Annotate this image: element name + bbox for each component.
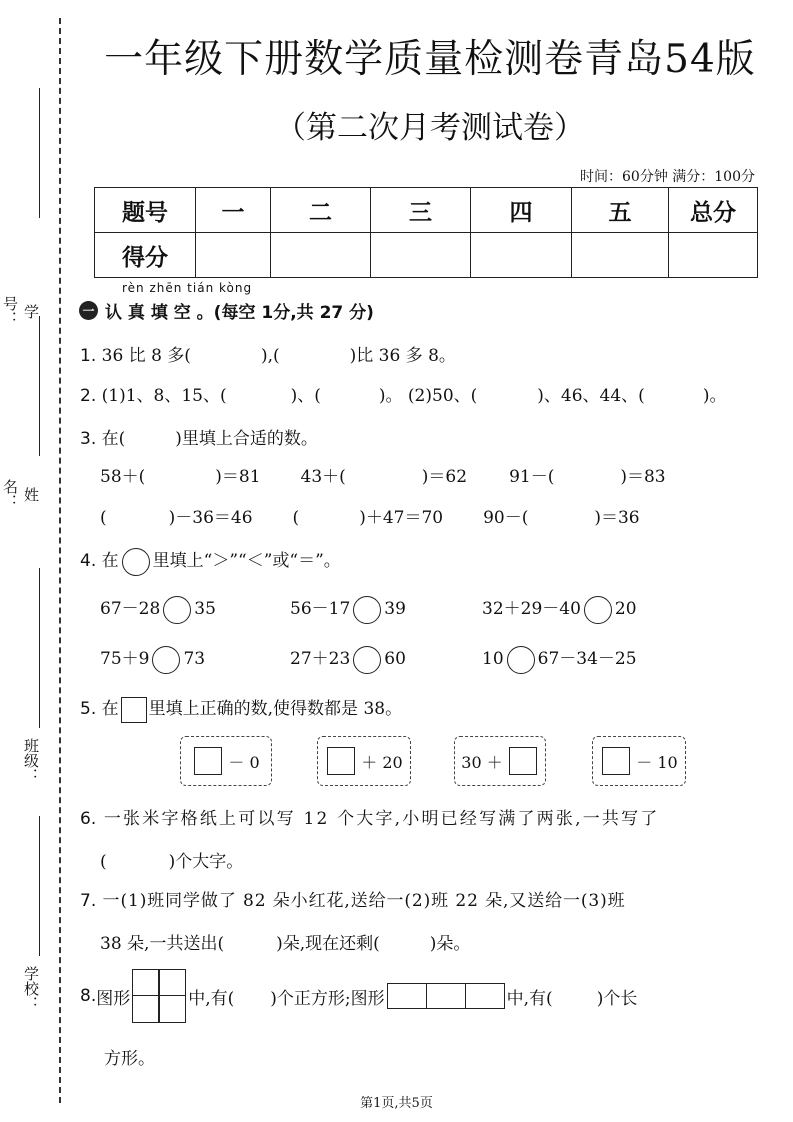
- student-name-field[interactable]: [1, 316, 54, 516]
- comparison-left: 67－28: [100, 599, 161, 619]
- school-label: 学校：: [22, 966, 40, 1011]
- score-cell[interactable]: [471, 233, 572, 278]
- page-footer: 第1页,共5页: [360, 1096, 433, 1111]
- equation-text: 91－(: [509, 467, 555, 487]
- equation-text: (: [292, 508, 300, 528]
- time-info: 时间：60分钟 满分：100分: [580, 169, 755, 185]
- question-7: [80, 886, 626, 911]
- student-id-field[interactable]: [1, 88, 54, 326]
- question-8-line-2: 方形。: [104, 1049, 155, 1069]
- comparison-right: 20: [614, 599, 637, 619]
- expression-text: ＋ 20: [361, 752, 403, 772]
- student-id-line[interactable]: [39, 88, 40, 218]
- question-7-line-2: [100, 929, 470, 954]
- question-number: 3.: [80, 429, 97, 449]
- answer-square[interactable]: [327, 747, 355, 775]
- score-table-score-row: [95, 233, 758, 278]
- equation-text: )＝36: [594, 508, 640, 528]
- square-grid-figure-icon: [132, 969, 186, 1023]
- question-text: )。: [702, 386, 727, 406]
- expression-box: [454, 736, 546, 786]
- expression-text: － 10: [636, 752, 678, 772]
- equation-text: 43＋(: [300, 467, 346, 487]
- score-cell[interactable]: [271, 233, 371, 278]
- compare-circle[interactable]: [353, 596, 381, 624]
- comparison-right: 60: [384, 649, 406, 669]
- question-text: 36 比 8 多(: [101, 346, 191, 366]
- question-text: 在(: [101, 429, 126, 449]
- compare-circle[interactable]: [353, 646, 381, 674]
- question-text: 里填上“＞”“＜”或“＝”。: [152, 551, 341, 571]
- question-number: 6.: [80, 809, 97, 829]
- question-number: 5.: [80, 699, 97, 719]
- score-header-cell: 三: [371, 188, 471, 233]
- question-text: 中,有(: [188, 988, 235, 1009]
- score-header-cell: 题号: [95, 188, 196, 233]
- school-field[interactable]: [4, 816, 54, 1056]
- question-2: [80, 381, 726, 406]
- equation-text: )＋47＝70: [359, 508, 444, 528]
- question-text: )朵,现在还剩(: [276, 934, 380, 954]
- compare-circle[interactable]: [507, 646, 535, 674]
- question-6-line-2: [100, 847, 243, 872]
- question-text: 图形: [96, 988, 131, 1009]
- comparison-right: 35: [194, 599, 216, 619]
- class-line[interactable]: [39, 568, 40, 728]
- score-cell[interactable]: [572, 233, 669, 278]
- question-number: 1.: [80, 346, 97, 366]
- question-text: )个长: [596, 988, 638, 1009]
- compare-circle[interactable]: [584, 596, 612, 624]
- question-number: 8.: [80, 986, 97, 1006]
- student-name-label: 姓名：: [1, 479, 40, 509]
- question-text: )、(: [290, 386, 321, 406]
- equation-text: )＝83: [620, 467, 666, 487]
- expression-text: 30 ＋: [461, 752, 503, 772]
- answer-square[interactable]: [509, 747, 537, 775]
- question-text: 一(1)班同学做了 82 朵小红花,送给一(2)班 22 朵,又送给一(3)班: [102, 891, 626, 911]
- section-pinyin: rèn zhēn tián kòng: [122, 281, 253, 295]
- expression-box: [592, 736, 686, 786]
- question-text: )朵。: [429, 934, 471, 954]
- score-row-label: 得分: [95, 233, 196, 278]
- question-text: )比 36 多 8。: [349, 346, 456, 366]
- class-field[interactable]: [4, 568, 54, 788]
- question-text: 里填上正确的数,使得数都是 38。: [148, 699, 403, 719]
- page-title: 一年级下册数学质量检测卷青岛54版: [104, 37, 756, 82]
- score-header-cell: 四: [471, 188, 572, 233]
- question-text: (: [100, 852, 107, 872]
- comparison-right: 73: [183, 649, 206, 669]
- equation-text: (: [100, 508, 107, 528]
- square-example-icon: [121, 697, 147, 723]
- question-number: 2.: [80, 386, 97, 406]
- question-5: [80, 694, 402, 723]
- question-text: 中,有(: [506, 988, 553, 1009]
- score-cell[interactable]: [371, 233, 471, 278]
- comparison-left: 32＋29－40: [482, 599, 581, 619]
- compare-circle[interactable]: [163, 596, 191, 624]
- score-table: [94, 187, 758, 278]
- answer-square[interactable]: [602, 747, 630, 775]
- comparison-left: 10: [482, 649, 504, 669]
- question-text: 38 朵,一共送出(: [100, 934, 225, 954]
- score-header-cell: 二: [271, 188, 371, 233]
- rectangle-strip-figure-icon: [387, 983, 505, 1009]
- score-header-cell: 一: [196, 188, 271, 233]
- equation-text: 58＋(: [100, 467, 146, 487]
- question-text: (1)1、8、15、(: [101, 386, 227, 406]
- question-text: )个大字。: [168, 852, 244, 872]
- comparison-left: 75＋9: [100, 649, 150, 669]
- score-cell[interactable]: [196, 233, 271, 278]
- student-name-line[interactable]: [39, 316, 40, 456]
- question-text: )个正方形;图形: [270, 988, 385, 1009]
- question-3-row-1: [100, 462, 666, 487]
- score-header-cell: 五: [572, 188, 669, 233]
- question-text: 在: [101, 699, 119, 719]
- answer-square[interactable]: [194, 747, 222, 775]
- question-text: 在: [101, 551, 119, 571]
- score-header-cell: 总分: [669, 188, 758, 233]
- section-heading: [79, 298, 374, 323]
- question-text: ),(: [260, 346, 280, 366]
- score-cell[interactable]: [669, 233, 758, 278]
- question-text: 一张米字格纸上可以写 12 个大字,小明已经写满了两张,一共写了: [103, 809, 660, 829]
- comparison-right: 67－34－25: [537, 649, 637, 669]
- question-1: [80, 341, 456, 366]
- section-title: 认 真 填 空 。(每空 1分,共 27 分): [105, 303, 374, 323]
- question-text: )。 (2)50、(: [378, 386, 478, 406]
- equation-text: )－36＝46: [168, 508, 253, 528]
- expression-text: － 0: [228, 752, 260, 772]
- question-4-row-2: [100, 644, 637, 674]
- student-id-label: 学号：: [1, 296, 40, 326]
- question-4-row-1: [100, 594, 637, 624]
- expression-box: [180, 736, 272, 786]
- equation-text: 90－(: [483, 508, 529, 528]
- question-3-row-2: [100, 503, 640, 528]
- question-3: [80, 424, 318, 449]
- question-number: 4.: [80, 551, 97, 571]
- question-text: )、46、44、(: [537, 386, 645, 406]
- class-label: 班级：: [22, 738, 40, 783]
- equation-text: )＝81: [215, 467, 261, 487]
- expression-box: [317, 736, 411, 786]
- compare-circle[interactable]: [152, 646, 180, 674]
- cut-line: [59, 18, 61, 1103]
- score-table-header-row: [95, 188, 758, 233]
- comparison-left: 27＋23: [290, 649, 351, 669]
- page-subtitle: （第二次月考测试卷）: [275, 110, 585, 146]
- question-text: )里填上合适的数。: [175, 429, 318, 449]
- comparison-left: 56－17: [290, 599, 351, 619]
- section-number-badge: 一: [79, 301, 98, 320]
- binding-strip: [0, 0, 70, 1122]
- question-6: [80, 804, 660, 829]
- question-4: [80, 546, 341, 576]
- comparison-right: 39: [384, 599, 406, 619]
- question-8: [80, 968, 637, 1024]
- equation-text: )＝62: [421, 467, 468, 487]
- school-line[interactable]: [39, 816, 40, 956]
- question-number: 7.: [80, 891, 97, 911]
- circle-example-icon: [122, 548, 150, 576]
